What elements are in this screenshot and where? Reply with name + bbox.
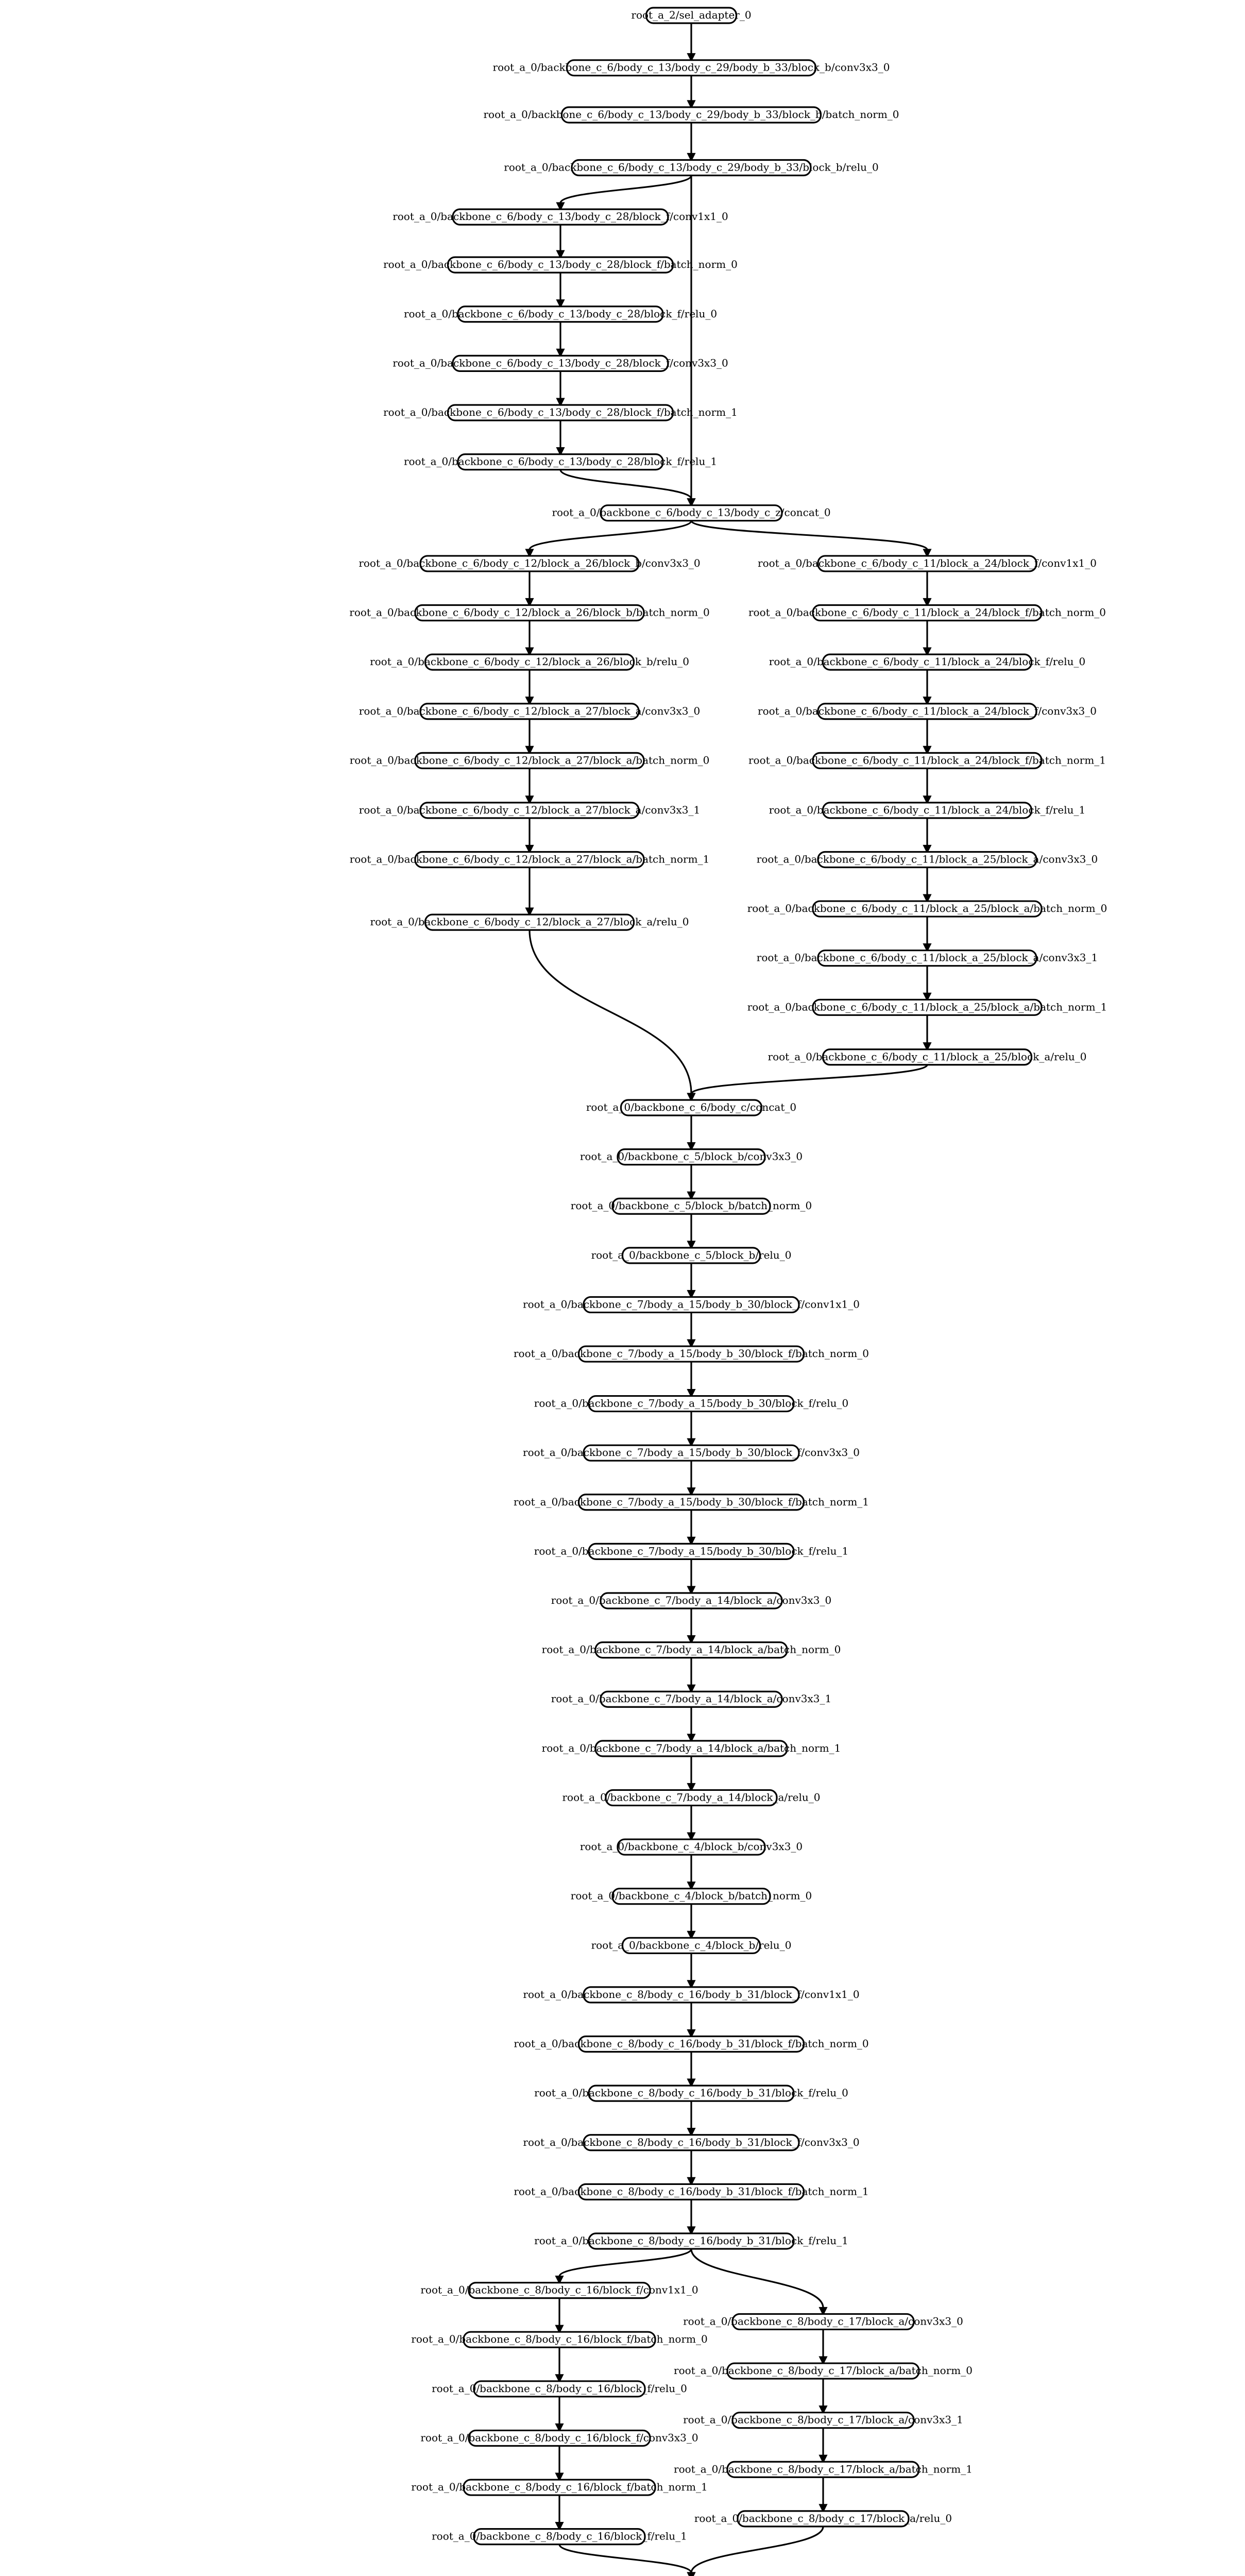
edge-arrowhead bbox=[688, 2573, 694, 2576]
graph-node bbox=[591, 1938, 792, 1953]
edge-arrowhead bbox=[820, 2357, 826, 2363]
graph-node bbox=[757, 951, 1098, 966]
edge-arrowhead bbox=[557, 448, 564, 454]
edge-arrowhead bbox=[526, 796, 533, 803]
node-label: root_a_0/backbone_c_7/body_a_14/block_a/conv3x3_1 bbox=[551, 1692, 832, 1705]
graph-node bbox=[349, 605, 709, 621]
graph-edge bbox=[691, 2527, 823, 2573]
graph-node bbox=[769, 803, 1085, 818]
edge-arrowhead bbox=[556, 2424, 562, 2430]
graph-node bbox=[580, 1839, 803, 1855]
edge-arrowhead bbox=[557, 349, 564, 355]
edge-arrowhead bbox=[556, 2326, 562, 2332]
edge-arrowhead bbox=[688, 1439, 694, 1445]
node-label: root_a_0/backbone_c_6/body_c_12/block_a_26/block_b/relu_0 bbox=[370, 655, 689, 668]
edge-arrowhead bbox=[924, 648, 930, 654]
node-label: root_a_0/backbone_c_6/body_c_12/block_a_27/block_a/relu_0 bbox=[370, 916, 689, 928]
node-label: root_a_0/backbone_c_6/body_c/concat_0 bbox=[586, 1101, 797, 1114]
node-label: root_a_0/backbone_c_7/body_a_15/body_b_30/block_f/conv3x3_0 bbox=[523, 1446, 860, 1459]
node-label: root_a_0/backbone_c_8/body_c_17/block_a/conv3x3_0 bbox=[683, 2315, 963, 2328]
node-label: root_a_0/backbone_c_6/body_c_13/body_c_28/block_f/batch_norm_1 bbox=[383, 405, 738, 418]
edge-arrowhead bbox=[526, 698, 533, 704]
graph-node bbox=[493, 60, 890, 76]
graph-nodes bbox=[66, 8, 1245, 2576]
graph-node bbox=[571, 1198, 812, 1214]
graph-node bbox=[542, 1741, 841, 1756]
graph-edge bbox=[560, 470, 691, 499]
edge-arrowhead bbox=[820, 2455, 826, 2462]
node-label: root_a_0/backbone_c_8/body_c_17/block_a/conv3x3_1 bbox=[683, 2413, 963, 2426]
graph-node bbox=[523, 1297, 860, 1312]
edge-arrowhead bbox=[924, 747, 930, 753]
node-label: root_a_0/backbone_c_6/body_c_11/block_a_24/block_f/conv3x3_0 bbox=[758, 704, 1097, 717]
edge-arrowhead bbox=[688, 1636, 694, 1642]
node-label: root_a_0/backbone_c_7/body_a_15/body_b_30/block_f/batch_norm_1 bbox=[513, 1495, 869, 1508]
edge-arrowhead bbox=[688, 1291, 694, 1297]
node-label: root_a_0/backbone_c_8/body_c_16/block_f/conv1x1_0 bbox=[420, 2283, 698, 2296]
edge-arrowhead bbox=[526, 747, 533, 753]
node-label: root_a_0/backbone_c_6/body_c_13/body_c_29/body_b_33/block_b/batch_norm_0 bbox=[483, 108, 899, 121]
graph-node bbox=[571, 1889, 812, 1904]
graph-node bbox=[757, 852, 1098, 867]
graph-node bbox=[551, 1593, 832, 1608]
graph-node bbox=[359, 556, 700, 571]
edge-arrowhead bbox=[557, 251, 564, 257]
graph-node bbox=[523, 1445, 860, 1461]
edge-arrowhead bbox=[688, 101, 694, 107]
graph-node bbox=[504, 160, 878, 176]
node-label: root_a_0/backbone_c_6/body_c_13/body_c_28/block_f/conv1x1_0 bbox=[393, 210, 728, 223]
graph-node bbox=[420, 2283, 698, 2298]
edge-arrowhead bbox=[688, 154, 694, 160]
edge-arrowhead bbox=[688, 54, 694, 60]
node-label: root_a_0/backbone_c_8/body_c_16/body_b_31/block_f/relu_1 bbox=[534, 2234, 848, 2247]
edge-arrowhead bbox=[820, 2505, 826, 2511]
node-label: root_a_0/backbone_c_6/body_c_12/block_a_27/block_a/batch_norm_0 bbox=[349, 754, 710, 767]
node-label: root_a_0/backbone_c_7/body_a_15/body_b_30/block_f/relu_0 bbox=[534, 1397, 849, 1410]
edge-arrowhead bbox=[688, 2178, 694, 2184]
node-label: root_a_0/backbone_c_7/body_a_15/body_b_30/block_f/batch_norm_0 bbox=[513, 1347, 869, 1360]
edge-arrowhead bbox=[557, 399, 564, 405]
node-label: root_a_0/backbone_c_8/body_c_16/block_f/relu_1 bbox=[432, 2530, 687, 2543]
edge-arrowhead bbox=[526, 648, 533, 654]
node-label: root_a_0/backbone_c_6/body_c_11/block_a_25/block_a/conv3x3_1 bbox=[756, 951, 1098, 964]
node-label: root_a_0/backbone_c_8/body_c_16/block_f/batch_norm_1 bbox=[411, 2481, 708, 2494]
graph-node bbox=[514, 1346, 869, 1362]
graph-node bbox=[768, 1049, 1087, 1065]
edge-arrowhead bbox=[924, 599, 930, 605]
node-label: root_a_0/backbone_c_8/body_c_16/body_b_31/block_f/relu_0 bbox=[534, 2087, 848, 2099]
edge-arrowhead bbox=[688, 1587, 694, 1593]
graph-node bbox=[514, 1495, 869, 1510]
graph-node bbox=[359, 704, 700, 719]
edge-arrowhead bbox=[688, 1488, 694, 1495]
graph-node bbox=[404, 307, 717, 322]
graph-node bbox=[674, 2363, 973, 2379]
node-label: root_a_0/backbone_c_6/body_c_11/block_a_24/block_f/relu_0 bbox=[769, 655, 1086, 668]
graph-node bbox=[432, 2381, 687, 2397]
edge-arrowhead bbox=[688, 1242, 694, 1248]
graph-node bbox=[370, 654, 689, 670]
graph-node bbox=[534, 1544, 848, 1559]
node-label: root_a_0/backbone_c_6/body_c_11/block_a_25/block_a/conv3x3_0 bbox=[756, 853, 1098, 866]
graph-edge bbox=[530, 930, 691, 1094]
node-label: root_a_0/backbone_c_5/block_b/conv3x3_0 bbox=[579, 1150, 803, 1163]
graph-edge bbox=[560, 176, 691, 204]
graph-edge bbox=[691, 1065, 927, 1094]
graph-node bbox=[523, 1987, 859, 2003]
edge-arrowhead bbox=[688, 2129, 694, 2135]
node-label: root_a_0/backbone_c_8/body_c_16/block_f/relu_0 bbox=[432, 2382, 687, 2395]
node-label: root_a_0/backbone_c_5/block_b/batch_norm_0 bbox=[570, 1199, 812, 1212]
node-label: root_a_0/backbone_c_6/body_c_13/body_c_28/block_f/relu_0 bbox=[403, 307, 718, 320]
edge-arrowhead bbox=[688, 1735, 694, 1741]
graph-node bbox=[534, 2233, 848, 2249]
edge-arrowhead bbox=[820, 2406, 826, 2413]
node-label: root_a_0/backbone_c_7/body_a_14/block_a/batch_norm_0 bbox=[541, 1643, 841, 1656]
edge-arrowhead bbox=[556, 2375, 562, 2381]
graph-node bbox=[748, 605, 1106, 621]
edge-arrowhead bbox=[556, 2473, 562, 2480]
graph-edge bbox=[530, 521, 691, 550]
edge-arrowhead bbox=[924, 550, 930, 556]
node-label: root_a_0/backbone_c_6/body_c_11/block_a_25/block_a/batch_norm_1 bbox=[747, 1001, 1107, 1013]
graph-node bbox=[552, 505, 830, 521]
graph-node bbox=[747, 901, 1107, 917]
node-label: root_a_0/backbone_c_6/body_c_13/body_c_z/concat_0 bbox=[552, 506, 831, 519]
graph-node bbox=[534, 2086, 848, 2101]
edge-arrowhead bbox=[688, 1192, 694, 1198]
edge-arrowhead bbox=[526, 908, 533, 914]
graph-node bbox=[370, 914, 689, 930]
edge-arrowhead bbox=[526, 599, 533, 605]
node-label: root_a_0/backbone_c_8/body_c_16/block_f/batch_norm_0 bbox=[411, 2333, 708, 2346]
node-label: root_a_0/backbone_c_6/body_c_11/block_a_24/block_f/batch_norm_0 bbox=[748, 606, 1106, 619]
graph-node bbox=[350, 753, 710, 768]
edge-arrowhead bbox=[924, 895, 930, 901]
edge-arrowhead bbox=[526, 550, 533, 556]
node-label: root_a_0/backbone_c_4/block_b/relu_0 bbox=[591, 1939, 792, 1952]
graph-node bbox=[514, 2184, 868, 2199]
node-label: root_a_0/backbone_c_6/body_c_13/body_c_28/block_f/batch_norm_0 bbox=[383, 258, 738, 271]
graph-node bbox=[683, 2314, 963, 2329]
edge-arrowhead bbox=[688, 2227, 694, 2233]
node-label: root_a_0/backbone_c_7/body_a_14/block_a/relu_0 bbox=[562, 1791, 821, 1804]
node-label: root_a_0/backbone_c_6/body_c_12/block_a_27/block_a/conv3x3_1 bbox=[359, 803, 701, 816]
node-label: root_a_0/backbone_c_5/block_b/relu_0 bbox=[591, 1248, 792, 1261]
edge-arrowhead bbox=[924, 944, 930, 951]
graph-node bbox=[769, 654, 1085, 670]
node-label: root_a_0/backbone_c_6/body_c_11/block_a_25/block_a/relu_0 bbox=[768, 1050, 1087, 1063]
node-label: root_a_2/sel_adapter_0 bbox=[631, 9, 752, 21]
node-label: root_a_0/backbone_c_8/body_c_16/body_b_31/block_f/conv3x3_0 bbox=[523, 2136, 860, 2148]
graph-edge bbox=[559, 2545, 691, 2573]
graph-node bbox=[747, 999, 1107, 1015]
graph-node bbox=[393, 355, 728, 371]
edge-arrowhead bbox=[556, 2523, 562, 2529]
graph-node bbox=[432, 2529, 687, 2545]
node-label: root_a_0/backbone_c_8/body_c_17/block_a/batch_norm_0 bbox=[674, 2364, 973, 2377]
node-label: root_a_0/backbone_c_6/body_c_12/block_a_27/block_a/conv3x3_0 bbox=[359, 704, 701, 717]
graph-node bbox=[534, 1396, 848, 1412]
graph-node bbox=[674, 2462, 973, 2477]
edge-arrowhead bbox=[688, 1143, 694, 1149]
node-label: root_a_0/backbone_c_6/body_c_11/block_a_25/block_a/batch_norm_0 bbox=[747, 902, 1107, 915]
graph-node bbox=[748, 753, 1106, 768]
graph-node bbox=[562, 1790, 820, 1805]
node-label: root_a_0/backbone_c_8/body_c_16/body_b_31/block_f/batch_norm_0 bbox=[514, 2037, 869, 2050]
node-label: root_a_0/backbone_c_8/body_c_16/body_b_31/block_f/conv1x1_0 bbox=[523, 1988, 860, 2001]
edge-arrowhead bbox=[556, 2277, 562, 2283]
edge-arrowhead bbox=[924, 993, 930, 999]
edge-arrowhead bbox=[924, 845, 930, 852]
graph-node bbox=[350, 852, 710, 867]
edge-arrowhead bbox=[688, 1981, 694, 1987]
edge-arrowhead bbox=[924, 1043, 930, 1049]
edge-arrowhead bbox=[688, 1833, 694, 1839]
graph-node bbox=[758, 556, 1097, 571]
node-label: root_a_0/backbone_c_4/block_b/batch_norm_0 bbox=[570, 1889, 812, 1902]
graph-node bbox=[523, 2135, 859, 2150]
node-label: root_a_0/backbone_c_6/body_c_12/block_a_26/block_b/conv3x3_0 bbox=[359, 556, 701, 569]
edge-arrowhead bbox=[688, 1094, 694, 1100]
graph-edge bbox=[691, 2249, 823, 2308]
node-label: root_a_0/backbone_c_6/body_c_13/body_c_28/block_f/conv3x3_0 bbox=[393, 357, 728, 369]
node-label: root_a_0/backbone_c_6/body_c_13/body_c_28/block_f/relu_1 bbox=[403, 455, 718, 468]
edge-arrowhead bbox=[924, 698, 930, 704]
edge-arrowhead bbox=[557, 203, 564, 209]
edge-arrowhead bbox=[688, 1883, 694, 1889]
node-label: root_a_0/backbone_c_7/body_a_14/block_a/batch_norm_1 bbox=[541, 1741, 841, 1754]
node-label: root_a_0/backbone_c_6/body_c_13/body_c_29/body_b_33/block_b/conv3x3_0 bbox=[492, 61, 890, 74]
graph-node bbox=[359, 803, 700, 818]
node-label: root_a_0/backbone_c_6/body_c_12/block_a_26/block_b/batch_norm_0 bbox=[349, 606, 710, 619]
node-label: root_a_0/backbone_c_7/body_a_15/body_b_30/block_f/relu_1 bbox=[534, 1545, 849, 1557]
graph-node bbox=[694, 2511, 952, 2527]
node-label: root_a_0/backbone_c_6/body_c_11/block_a_24/block_f/batch_norm_1 bbox=[748, 754, 1106, 767]
graph-node bbox=[393, 209, 728, 225]
graph-node bbox=[683, 2413, 963, 2428]
node-label: root_a_0/backbone_c_8/body_c_17/block_a/batch_norm_1 bbox=[674, 2463, 973, 2476]
edge-arrowhead bbox=[688, 1685, 694, 1691]
graph-edge bbox=[559, 2249, 691, 2277]
graph-node bbox=[631, 8, 751, 23]
graph-node bbox=[404, 454, 717, 470]
node-label: root_a_0/backbone_c_8/body_c_17/block_a/relu_0 bbox=[694, 2512, 952, 2524]
node-label: root_a_0/backbone_c_7/body_a_14/block_a/conv3x3_0 bbox=[551, 1594, 832, 1607]
graph-node bbox=[591, 1248, 792, 1263]
graph-node bbox=[580, 1149, 803, 1165]
graph-node bbox=[383, 405, 738, 420]
graph-edge bbox=[691, 521, 927, 550]
node-label: root_a_0/backbone_c_7/body_a_15/body_b_30/block_f/conv1x1_0 bbox=[523, 1298, 860, 1311]
graph-node bbox=[411, 2332, 707, 2347]
graph-node bbox=[420, 2430, 698, 2446]
edge-arrowhead bbox=[688, 1784, 694, 1790]
graph-node bbox=[542, 1642, 841, 1658]
graph-node bbox=[514, 2037, 868, 2052]
graph-node bbox=[483, 107, 899, 123]
node-label: root_a_0/backbone_c_6/body_c_13/body_c_29/body_b_33/block_b/relu_0 bbox=[504, 161, 879, 174]
node-label: root_a_0/backbone_c_6/body_c_11/block_a_24/block_f/conv1x1_0 bbox=[758, 556, 1097, 569]
graph-node bbox=[411, 2480, 707, 2495]
edge-arrowhead bbox=[924, 796, 930, 803]
graph-node bbox=[551, 1691, 832, 1707]
edge-arrowhead bbox=[688, 2079, 694, 2086]
node-label: root_a_0/backbone_c_6/body_c_11/block_a_24/block_f/relu_1 bbox=[769, 803, 1086, 816]
node-label: root_a_0/backbone_c_8/body_c_16/block_f/conv3x3_0 bbox=[420, 2431, 698, 2444]
edge-arrowhead bbox=[557, 300, 564, 307]
edge-arrowhead bbox=[820, 2308, 826, 2314]
edge-arrowhead bbox=[688, 2030, 694, 2037]
graph-node bbox=[383, 257, 738, 273]
edge-arrowhead bbox=[688, 1537, 694, 1544]
node-label: root_a_0/backbone_c_6/body_c_12/block_a_27/block_a/batch_norm_1 bbox=[349, 853, 710, 866]
edge-arrowhead bbox=[688, 1931, 694, 1938]
graph-node bbox=[758, 704, 1097, 719]
edge-arrowhead bbox=[688, 1390, 694, 1396]
edge-arrowhead bbox=[688, 1340, 694, 1346]
edge-arrowhead bbox=[526, 845, 533, 852]
node-label: root_a_0/backbone_c_8/body_c_16/body_b_31/block_f/batch_norm_1 bbox=[514, 2185, 869, 2198]
graph-node bbox=[586, 1100, 796, 1115]
edge-arrowhead bbox=[688, 499, 694, 505]
node-label: root_a_0/backbone_c_4/block_b/conv3x3_0 bbox=[579, 1840, 803, 1853]
